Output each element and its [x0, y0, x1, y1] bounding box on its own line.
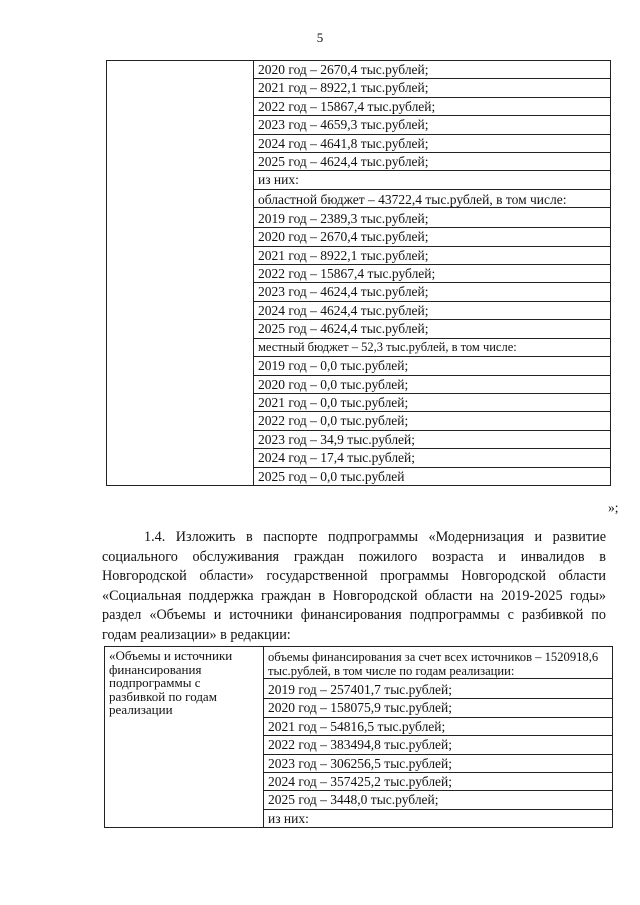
amendment-paragraph-text: 1.4. Изложить в паспорте подпрограммы «Модернизация и развитие социального обслуживания граждан пожилого возраста и инвалидов в Новгородской области» государственной программы Новгородской области «Социальная поддержка граждан в Новгородской области на 2019-2025 годы» раздел «Объемы и источники финансирования подпрограммы с разбивкой по годам реализации» в редакции: — [102, 529, 606, 643]
table2-right-cell — [264, 647, 613, 828]
table1-line: 2020 год – 2670,4 тыс.рублей; — [254, 228, 610, 246]
amendment-paragraph — [102, 528, 606, 646]
page-number: 5 — [316, 30, 324, 45]
table1-right-cell — [254, 61, 611, 486]
table1-line: 2023 год – 34,9 тыс.рублей; — [254, 431, 610, 449]
table1-line: 2025 год – 4624,4 тыс.рублей; — [254, 320, 610, 338]
table1-line: 2024 год – 17,4 тыс.рублей; — [254, 449, 610, 467]
table2-line: 2022 год – 383494,8 тыс.рублей; — [264, 736, 612, 754]
table2-line: 2021 год – 54816,5 тыс.рублей; — [264, 718, 612, 736]
table1-line: 2021 год – 0,0 тыс.рублей; — [254, 394, 610, 412]
table1-line: 2022 год – 15867,4 тыс.рублей; — [254, 98, 610, 116]
closing-quote: »; — [608, 500, 619, 515]
table1-line: 2020 год – 2670,4 тыс.рублей; — [254, 61, 610, 79]
table1-line: 2024 год – 4641,8 тыс.рублей; — [254, 135, 610, 153]
table1-line: 2020 год – 0,0 тыс.рублей; — [254, 376, 610, 394]
table1-line: 2023 год – 4624,4 тыс.рублей; — [254, 283, 610, 301]
table1-line: местный бюджет – 52,3 тыс.рублей, в том числе: — [254, 339, 610, 357]
table1-line: 2025 год – 4624,4 тыс.рублей; — [254, 153, 610, 171]
financing-table-new — [104, 646, 613, 828]
table1-left-cell — [107, 61, 254, 486]
financing-table-continued — [106, 60, 611, 486]
table1-line: 2025 год – 0,0 тыс.рублей — [258, 468, 405, 484]
table1-line: 2019 год – 0,0 тыс.рублей; — [254, 357, 610, 375]
table2-left-text: «Объемы и источники финансирования подпрограммы с разбивкой по годам реализации — [109, 648, 233, 717]
table1-line: 2022 год – 15867,4 тыс.рублей; — [254, 265, 610, 283]
table1-line: 2021 год – 8922,1 тыс.рублей; — [254, 79, 610, 97]
table2-head: объемы финансирования за счет всех источников – 1520918,6 тыс.рублей, в том числе по годам реализации: — [264, 650, 612, 679]
table2-line: 2024 год – 357425,2 тыс.рублей; — [264, 773, 612, 791]
table1-line: 2024 год – 4624,4 тыс.рублей; — [254, 302, 610, 320]
table1-line: из них: — [254, 171, 610, 189]
table2-line: из них: — [268, 810, 309, 826]
table2-line: 2025 год – 3448,0 тыс.рублей; — [264, 791, 612, 809]
table2-left-cell — [105, 647, 264, 828]
table2-line: 2023 год – 306256,5 тыс.рублей; — [264, 755, 612, 773]
table1-line: областной бюджет – 43722,4 тыс.рублей, в том числе: — [254, 193, 610, 208]
table1-line: 2021 год – 8922,1 тыс.рублей; — [254, 247, 610, 265]
table1-line: 2019 год – 2389,3 тыс.рублей; — [254, 210, 610, 228]
table1-line: 2023 год – 4659,3 тыс.рублей; — [254, 116, 610, 134]
table2-line: 2019 год – 257401,7 тыс.рублей; — [264, 681, 612, 699]
table2-line: 2020 год – 158075,9 тыс.рублей; — [264, 699, 612, 717]
table1-line: 2022 год – 0,0 тыс.рублей; — [254, 412, 610, 430]
